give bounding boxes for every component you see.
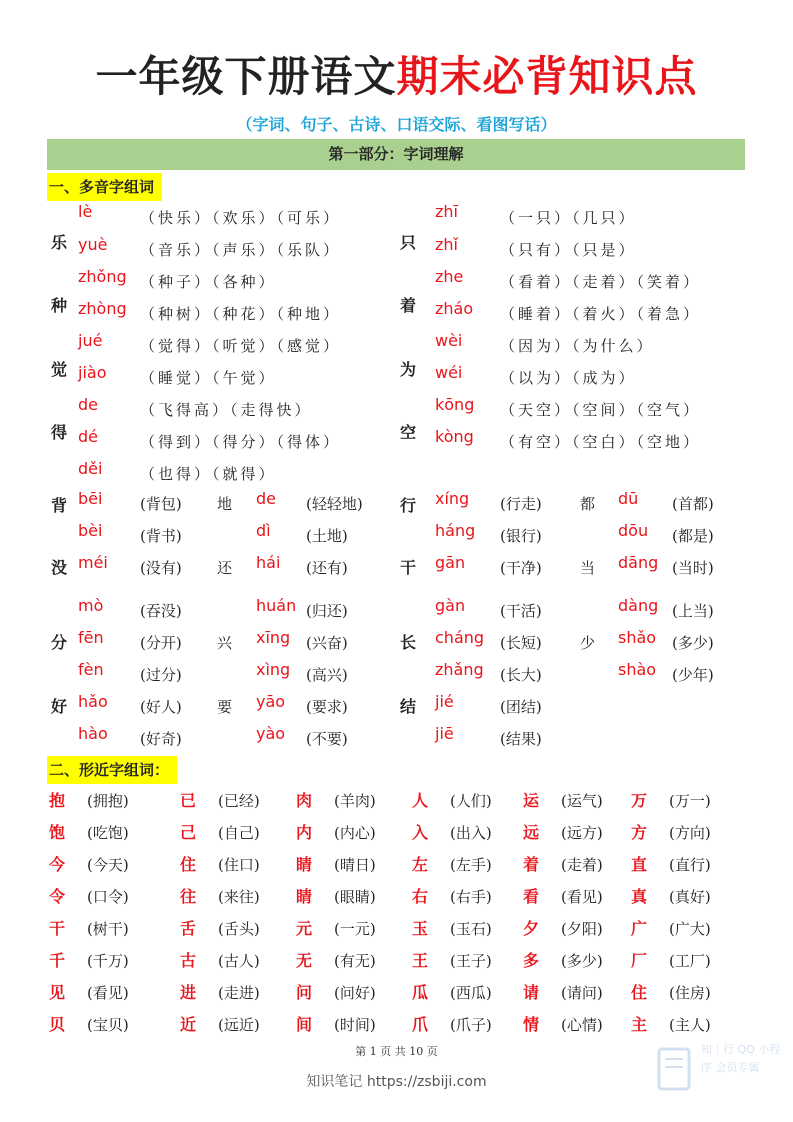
similar-char-word: (西瓜) bbox=[450, 984, 492, 1002]
pinyin: de bbox=[256, 489, 276, 508]
similar-char: 入 bbox=[412, 823, 429, 842]
page-subtitle: （字词、句子、古诗、口语交际、看图写话） bbox=[236, 115, 557, 134]
similar-char: 多 bbox=[523, 951, 540, 970]
pinyin: fèn bbox=[78, 660, 104, 679]
pinyin: cháng bbox=[435, 628, 485, 647]
page-number: 第 1 页 共 10 页 bbox=[355, 1045, 438, 1058]
similar-char-word: (万一) bbox=[669, 792, 711, 810]
word-group: (土地) bbox=[306, 527, 348, 545]
word-group: (少年) bbox=[672, 666, 714, 684]
word-group: (长大) bbox=[500, 666, 542, 684]
similar-char-word: (时间) bbox=[334, 1016, 376, 1034]
word-group: (好奇) bbox=[140, 730, 182, 748]
site-footer: 知识笔记 https://zsbiji.com bbox=[306, 1074, 487, 1090]
word-group: （天空）（空间）（空气） bbox=[500, 401, 702, 419]
word-group: （种树）（种花）（种地） bbox=[140, 305, 342, 323]
similar-char: 住 bbox=[631, 983, 648, 1002]
pinyin: de bbox=[78, 395, 98, 414]
similar-char-word: (左手) bbox=[450, 856, 492, 874]
similar-char: 人 bbox=[412, 791, 429, 810]
word-group: (干活) bbox=[500, 602, 542, 620]
polyphonic-char: 得 bbox=[51, 423, 68, 442]
similar-char-word: (人们) bbox=[450, 792, 492, 810]
word-group: 都 bbox=[580, 495, 596, 513]
similar-char: 方 bbox=[631, 823, 648, 842]
similar-char-word: (古人) bbox=[218, 952, 260, 970]
word-group: (上当) bbox=[672, 602, 714, 620]
word-group: （看着）（走着）（笑着） bbox=[500, 273, 702, 291]
similar-char: 夕 bbox=[523, 919, 540, 938]
word-group: (团结) bbox=[500, 698, 542, 716]
polyphonic-char: 乐 bbox=[51, 233, 68, 252]
polyphonic-char: 为 bbox=[400, 360, 417, 379]
pinyin: yuè bbox=[78, 235, 108, 254]
similar-char-word: (拥抱) bbox=[87, 792, 129, 810]
similar-char-word: (吃饱) bbox=[87, 824, 129, 842]
similar-char-word: (有无) bbox=[334, 952, 376, 970]
similar-char-word: (心情) bbox=[561, 1016, 603, 1034]
pinyin: shào bbox=[618, 660, 657, 679]
pinyin: mò bbox=[78, 596, 104, 615]
word-group: （有空）（空白）（空地） bbox=[500, 433, 702, 451]
pinyin: bèi bbox=[78, 521, 103, 540]
pinyin: dōu bbox=[618, 521, 649, 540]
similar-char-word: (爪子) bbox=[450, 1016, 492, 1034]
similar-char: 已 bbox=[180, 791, 197, 810]
word-group: (吞没) bbox=[140, 602, 182, 620]
polyphonic-char: 结 bbox=[400, 697, 417, 716]
similar-char-word: (一元) bbox=[334, 920, 376, 938]
similar-char: 远 bbox=[523, 823, 540, 842]
similar-char: 内 bbox=[296, 823, 313, 842]
pinyin: zhī bbox=[435, 202, 458, 221]
similar-char: 住 bbox=[180, 855, 197, 874]
pinyin: hǎo bbox=[78, 692, 108, 711]
similar-char-word: (今天) bbox=[87, 856, 129, 874]
similar-char-word: (走进) bbox=[218, 984, 260, 1002]
similar-char: 瓜 bbox=[412, 983, 429, 1002]
similar-char: 近 bbox=[180, 1015, 197, 1034]
similar-char: 令 bbox=[49, 887, 66, 906]
similar-char-word: (自己) bbox=[218, 824, 260, 842]
similar-char-word: (树干) bbox=[87, 920, 129, 938]
similar-char: 睛 bbox=[296, 887, 313, 906]
word-group: （睡着）（着火）（着急） bbox=[500, 305, 702, 323]
book-icon bbox=[655, 1043, 695, 1093]
similar-char: 贝 bbox=[49, 1015, 66, 1034]
similar-char: 无 bbox=[296, 951, 313, 970]
polyphonic-char: 着 bbox=[400, 296, 417, 315]
word-group: (首都) bbox=[672, 495, 714, 513]
similar-char-word: (宝贝) bbox=[87, 1016, 129, 1034]
polyphonic-char: 只 bbox=[400, 233, 417, 252]
word-group: 少 bbox=[580, 634, 596, 652]
similar-char: 爪 bbox=[412, 1015, 429, 1034]
word-group: （因为）（为什么） bbox=[500, 337, 655, 355]
word-group: (银行) bbox=[500, 527, 542, 545]
page-title: 一年级下册语文期末必背知识点 bbox=[95, 52, 698, 101]
similar-char: 肉 bbox=[296, 791, 313, 810]
pinyin: jié bbox=[435, 692, 454, 711]
word-group: (背书) bbox=[140, 527, 182, 545]
similar-char-word: (晴日) bbox=[334, 856, 376, 874]
watermark-logo bbox=[655, 1035, 790, 1110]
pinyin: lè bbox=[78, 202, 93, 221]
similar-char: 抱 bbox=[49, 791, 66, 810]
word-group: (归还) bbox=[306, 602, 348, 620]
similar-char-word: (广大) bbox=[669, 920, 711, 938]
pinyin: zhòng bbox=[78, 299, 127, 318]
pinyin: zhǐ bbox=[435, 235, 458, 254]
similar-char-word: (方向) bbox=[669, 824, 711, 842]
similar-char-word: (口令) bbox=[87, 888, 129, 906]
word-group: (分开) bbox=[140, 634, 182, 652]
word-group: （一只）（几只） bbox=[500, 209, 637, 227]
similar-char: 请 bbox=[523, 983, 540, 1002]
word-group: (背包) bbox=[140, 495, 182, 513]
similar-char: 问 bbox=[296, 983, 313, 1002]
similar-char-word: (住口) bbox=[218, 856, 260, 874]
polyphonic-char: 没 bbox=[51, 558, 68, 577]
similar-char: 往 bbox=[180, 887, 197, 906]
word-group: 地 bbox=[217, 495, 233, 513]
word-group: （飞得高）（走得快） bbox=[140, 401, 313, 419]
pinyin: zhǎng bbox=[435, 660, 484, 679]
word-group: (多少) bbox=[672, 634, 714, 652]
pinyin: wèi bbox=[435, 331, 463, 350]
pinyin: gān bbox=[435, 553, 466, 572]
pinyin: jué bbox=[78, 331, 103, 350]
pinyin: jiē bbox=[435, 724, 454, 743]
polyphonic-char: 空 bbox=[400, 423, 417, 442]
similar-char-word: (工厂) bbox=[669, 952, 711, 970]
word-group: （以为）（成为） bbox=[500, 369, 637, 387]
similar-char: 睛 bbox=[296, 855, 313, 874]
similar-char: 今 bbox=[49, 855, 66, 874]
word-group: (还有) bbox=[306, 559, 348, 577]
pinyin: dū bbox=[618, 489, 639, 508]
polyphonic-char: 行 bbox=[400, 496, 417, 515]
pinyin: wéi bbox=[435, 363, 463, 382]
word-group: (没有) bbox=[140, 559, 182, 577]
pinyin: gàn bbox=[435, 596, 466, 615]
similar-char: 主 bbox=[631, 1015, 648, 1034]
word-group: (都是) bbox=[672, 527, 714, 545]
pinyin: kòng bbox=[435, 427, 474, 446]
pinyin: huán bbox=[256, 596, 297, 615]
pinyin: kōng bbox=[435, 395, 475, 414]
word-group: (过分) bbox=[140, 666, 182, 684]
pinyin: yào bbox=[256, 724, 286, 743]
similar-char: 千 bbox=[49, 951, 66, 970]
polyphonic-char: 干 bbox=[400, 558, 417, 577]
similar-char: 己 bbox=[180, 823, 197, 842]
similar-char: 见 bbox=[49, 983, 66, 1002]
word-group: (轻轻地) bbox=[306, 495, 363, 513]
similar-char-word: (多少) bbox=[561, 952, 603, 970]
word-group: (不要) bbox=[306, 730, 348, 748]
pinyin: dé bbox=[78, 427, 98, 446]
word-group: （也得）（就得） bbox=[140, 465, 277, 483]
polyphonic-char: 分 bbox=[51, 633, 68, 652]
word-group: (当时) bbox=[672, 559, 714, 577]
pinyin: hái bbox=[256, 553, 281, 572]
polyphonic-char: 长 bbox=[400, 633, 417, 652]
word-group: （只有）（只是） bbox=[500, 241, 637, 259]
similar-char-word: (运气) bbox=[561, 792, 603, 810]
pinyin: yāo bbox=[256, 692, 286, 711]
word-group: （种子）（各种） bbox=[140, 273, 277, 291]
similar-char: 厂 bbox=[631, 951, 648, 970]
similar-char: 间 bbox=[296, 1015, 313, 1034]
similar-char: 广 bbox=[631, 919, 648, 938]
similar-char-word: (内心) bbox=[334, 824, 376, 842]
pinyin: háng bbox=[435, 521, 476, 540]
similar-char-word: (问好) bbox=[334, 984, 376, 1002]
similar-char: 左 bbox=[412, 855, 429, 874]
similar-char: 看 bbox=[523, 887, 540, 906]
similar-char: 进 bbox=[180, 983, 197, 1002]
pinyin: dì bbox=[256, 521, 271, 540]
word-group: 要 bbox=[217, 698, 233, 716]
similar-char-word: (主人) bbox=[669, 1016, 711, 1034]
similar-char: 直 bbox=[631, 855, 648, 874]
similar-char-word: (王子) bbox=[450, 952, 492, 970]
pinyin: bēi bbox=[78, 489, 103, 508]
word-group: 当 bbox=[580, 559, 596, 577]
pinyin: děi bbox=[78, 459, 103, 478]
similar-char: 干 bbox=[49, 919, 66, 938]
part-header: 第一部分：字词理解 bbox=[47, 139, 745, 170]
similar-char-word: (走着) bbox=[561, 856, 603, 874]
word-group: （快乐）（欢乐）（可乐） bbox=[140, 209, 342, 227]
word-group: (好人) bbox=[140, 698, 182, 716]
pinyin: xìng bbox=[256, 660, 291, 679]
word-group: （音乐）（声乐）（乐队） bbox=[140, 241, 342, 259]
similar-char-word: (已经) bbox=[218, 792, 260, 810]
pinyin: xīng bbox=[256, 628, 291, 647]
similar-char: 真 bbox=[631, 887, 648, 906]
similar-char-word: (千万) bbox=[87, 952, 129, 970]
similar-char-word: (真好) bbox=[669, 888, 711, 906]
polyphonic-char: 种 bbox=[51, 296, 68, 315]
word-group: (高兴) bbox=[306, 666, 348, 684]
watermark-text: 知｜行 QQ 小程序 会员专属 bbox=[701, 1043, 781, 1074]
similar-char: 运 bbox=[523, 791, 540, 810]
similar-char: 情 bbox=[523, 1015, 540, 1034]
polyphonic-char: 觉 bbox=[51, 360, 68, 379]
similar-char: 万 bbox=[631, 791, 648, 810]
pinyin: zhǒng bbox=[78, 267, 127, 286]
pinyin: shǎo bbox=[618, 628, 657, 647]
pinyin: dàng bbox=[618, 596, 659, 615]
similar-char: 舌 bbox=[180, 919, 197, 938]
similar-char-word: (出入) bbox=[450, 824, 492, 842]
similar-char-word: (眼睛) bbox=[334, 888, 376, 906]
similar-char-word: (直行) bbox=[669, 856, 711, 874]
polyphonic-char: 好 bbox=[51, 697, 68, 716]
word-group: (兴奋) bbox=[306, 634, 348, 652]
similar-char-word: (玉石) bbox=[450, 920, 492, 938]
pinyin: zhe bbox=[435, 267, 464, 286]
section-heading-polyphonic: 一、多音字组词 bbox=[47, 173, 162, 201]
pinyin: zháo bbox=[435, 299, 474, 318]
similar-char-word: (羊肉) bbox=[334, 792, 376, 810]
similar-char: 右 bbox=[412, 887, 429, 906]
pinyin: jiào bbox=[78, 363, 107, 382]
similar-char-word: (住房) bbox=[669, 984, 711, 1002]
pinyin: xíng bbox=[435, 489, 470, 508]
similar-char-word: (请问) bbox=[561, 984, 603, 1002]
word-group: （觉得）（听觉）（感觉） bbox=[140, 337, 342, 355]
polyphonic-char: 背 bbox=[51, 496, 68, 515]
section-heading-similar-chars: 二、形近字组词： bbox=[47, 756, 177, 784]
word-group: (要求) bbox=[306, 698, 348, 716]
similar-char: 王 bbox=[412, 951, 429, 970]
similar-char-word: (舌头) bbox=[218, 920, 260, 938]
pinyin: hào bbox=[78, 724, 108, 743]
similar-char: 元 bbox=[296, 919, 313, 938]
word-group: (结果) bbox=[500, 730, 542, 748]
word-group: (干净) bbox=[500, 559, 542, 577]
similar-char: 玉 bbox=[412, 919, 429, 938]
word-group: (长短) bbox=[500, 634, 542, 652]
word-group: (行走) bbox=[500, 495, 542, 513]
word-group: 还 bbox=[217, 559, 233, 577]
similar-char-word: (看见) bbox=[87, 984, 129, 1002]
pinyin: dāng bbox=[618, 553, 659, 572]
similar-char-word: (右手) bbox=[450, 888, 492, 906]
similar-char-word: (远近) bbox=[218, 1016, 260, 1034]
similar-char: 饱 bbox=[49, 823, 66, 842]
word-group: 兴 bbox=[217, 634, 233, 652]
similar-char-word: (夕阳) bbox=[561, 920, 603, 938]
pinyin: méi bbox=[78, 553, 108, 572]
pinyin: fēn bbox=[78, 628, 104, 647]
word-group: （睡觉）（午觉） bbox=[140, 369, 277, 387]
similar-char: 古 bbox=[180, 951, 197, 970]
similar-char-word: (远方) bbox=[561, 824, 603, 842]
similar-char-word: (来往) bbox=[218, 888, 260, 906]
similar-char-word: (看见) bbox=[561, 888, 603, 906]
similar-char: 着 bbox=[523, 855, 540, 874]
word-group: （得到）（得分）（得体） bbox=[140, 433, 342, 451]
